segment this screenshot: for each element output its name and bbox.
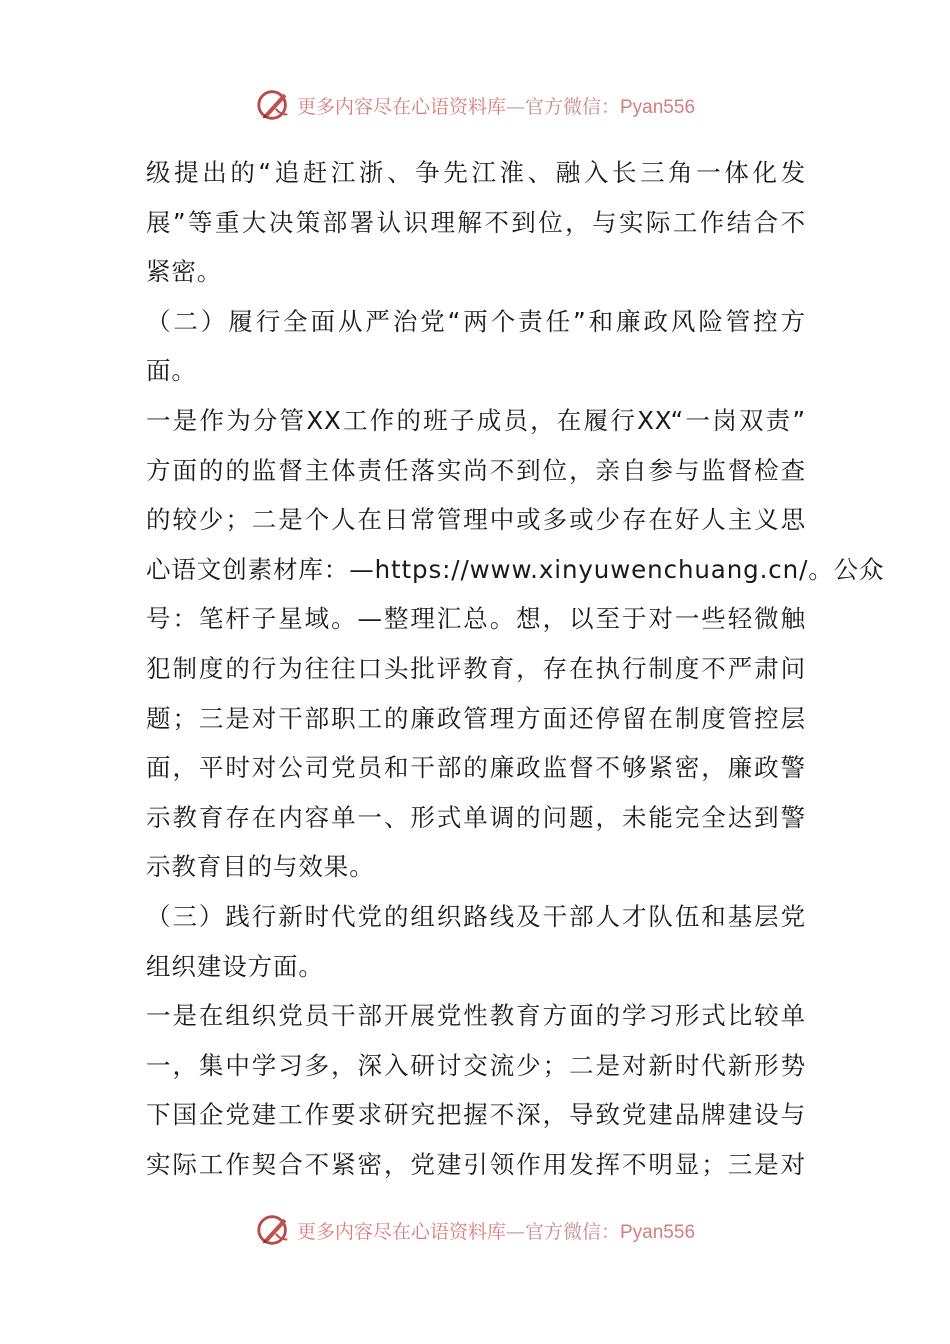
footer-banner xyxy=(0,1205,950,1255)
text-line: 号：笔杆子星域。—整理汇总。想，以至于对一些轻微触 xyxy=(146,604,806,634)
section-heading-3-end: 组织建设方面。 xyxy=(146,951,324,981)
banner-wechat-label: 官方微信： xyxy=(524,1220,620,1243)
text-line: 一，集中学习多，深入研讨交流少；二是对新时代新形势 xyxy=(146,1050,806,1080)
banner-wechat-handle: Pyan556 xyxy=(620,1221,696,1243)
header-banner xyxy=(0,80,950,130)
text-line: 实际工作契合不紧密，党建引领作用发挥不明显；三是对 xyxy=(146,1149,806,1179)
banner-main-text: 更多内容尽在心语资料库 xyxy=(296,1220,506,1243)
banner-wechat-handle: Pyan556 xyxy=(620,96,696,118)
text-line: 面，平时对公司党员和干部的廉政监督不够紧密，廉政警 xyxy=(146,753,806,783)
banner-dash: — xyxy=(505,95,525,118)
section-heading-2-end: 面。 xyxy=(146,356,197,386)
text-line: 一是在组织党员干部开展党性教育方面的学习形式比较单 xyxy=(146,1001,806,1031)
document-body xyxy=(146,148,885,1189)
section-heading-3: （三）践行新时代党的组织路线及干部人才队伍和基层党 xyxy=(146,901,806,931)
pen-logo-icon xyxy=(255,1211,293,1249)
text-line: 紧密。 xyxy=(146,257,223,287)
pen-logo-icon xyxy=(255,86,293,124)
banner-dash: — xyxy=(505,1220,525,1243)
text-line: 题；三是对干部职工的廉政管理方面还停留在制度管控层 xyxy=(146,703,806,733)
text-line: 一是作为分管XX工作的班子成员，在履行XX“一岗双责” xyxy=(146,405,806,435)
text-line: 方面的的监督主体责任落实尚不到位，亲自参与监督检查 xyxy=(146,455,806,485)
text-line: 展”等重大决策部署认识理解不到位，与实际工作结合不 xyxy=(146,207,806,237)
text-line: 下国企党建工作要求研究把握不深，导致党建品牌建设与 xyxy=(146,1100,806,1130)
text-line: 的较少；二是个人在日常管理中或多或少存在好人主义思 xyxy=(146,505,806,535)
text-line: 示教育存在内容单一、形式单调的问题，未能完全达到警 xyxy=(146,802,806,832)
banner-main-text: 更多内容尽在心语资料库 xyxy=(296,95,506,118)
text-line: 级提出的“追赶江浙、争先江淮、融入长三角一体化发 xyxy=(146,158,806,187)
watermark-text-line: 心语文创素材库：—https://www.xinyuwenchuang.cn/。公众 xyxy=(146,554,885,584)
text-line: 犯制度的行为往往口头批评教育，存在执行制度不严肃问 xyxy=(146,653,806,683)
banner-wechat-label: 官方微信： xyxy=(524,95,620,118)
section-heading-2: （二）履行全面从严治党“两个责任”和廉政风险管控方 xyxy=(146,306,806,336)
text-line: 示教育目的与效果。 xyxy=(146,852,375,882)
